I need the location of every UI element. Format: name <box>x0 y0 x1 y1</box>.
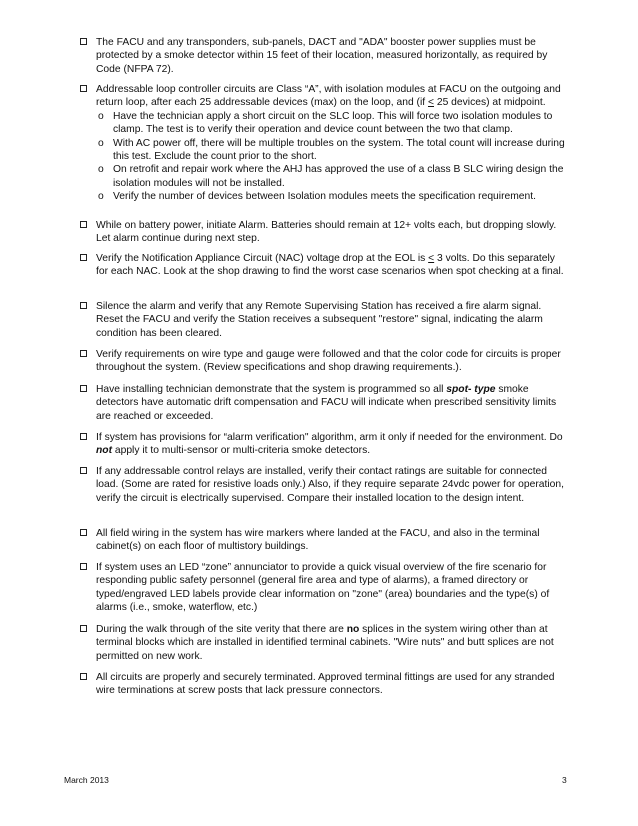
item-text: Verify the Notification Appliance Circuit (NAC) voltage drop at the EOL is <box>96 253 429 264</box>
checkbox[interactable] <box>80 85 87 92</box>
checklist-item <box>96 252 568 279</box>
checklist-item <box>96 383 568 423</box>
sub-item <box>96 137 568 164</box>
item-text: If system has provisions for “alarm verification" algorithm, arm it only if needed for the environment. Do <box>96 432 563 443</box>
item-text: 3 volts. Do this separately for each NAC. Look at the shop drawing to find the worst case scenarios when spot checking at a final. <box>96 253 564 278</box>
checkbox[interactable] <box>80 350 87 357</box>
item-text: Silence the alarm and verify that any Remote Supervising Station has received a fire alarm signal. Reset the FACU and verify the Station receives a subsequent "restore" signal, indicating the alarm condition has been cleared. <box>96 301 543 339</box>
checkbox[interactable] <box>80 254 87 261</box>
sub-bullet: o <box>98 110 104 122</box>
emphasis-text: no <box>346 624 360 635</box>
checkbox[interactable] <box>80 673 87 680</box>
checkbox[interactable] <box>80 433 87 440</box>
sub-bullet: o <box>98 137 104 149</box>
item-text: Have installing technician demonstrate that the system is programmed so all <box>96 384 447 395</box>
footer-date: March 2013 <box>64 775 109 785</box>
item-text: During the walk through of the site verity that there are <box>96 624 347 635</box>
sub-item-text: Have the technician apply a short circuit on the SLC loop. This will force two isolation modules to clamp. The test is to verify their operation and device count between the two that clamp. <box>113 110 553 136</box>
checklist-item <box>96 465 568 505</box>
checklist-item <box>96 36 568 76</box>
sub-item <box>96 110 568 137</box>
item-text: All field wiring in the system has wire markers where landed at the FACU, and also in the terminal cabinet(s) on each floor of multistory buildings. <box>96 528 540 553</box>
emphasis-text: not <box>96 445 113 457</box>
item-text: apply it to multi-sensor or multi-criteria smoke detectors. <box>112 445 371 457</box>
sub-bullet: o <box>98 191 104 203</box>
item-text: All circuits are properly and securely terminated. Approved terminal fittings are used for any stranded wire terminations at screw posts that lack pressure connectors. <box>96 672 555 697</box>
item-text: The FACU and any transponders, sub-panels, DACT and "ADA" booster power supplies must be protected by a smoke detector within 15 feet of their location, measured horizontally, as required by Code (NFPA 72). <box>96 37 548 75</box>
checklist-item <box>96 348 568 375</box>
item-text: 25 devices) at midpoint. <box>434 97 546 109</box>
item-text: While on battery power, initiate Alarm. Batteries should remain at 12+ volts each, but dropping slowly. Let alarm continue during next step. <box>96 220 557 245</box>
checklist-item <box>96 561 568 615</box>
checklist-item <box>96 431 568 458</box>
checkbox[interactable] <box>80 625 87 632</box>
item-text: Verify requirements on wire type and gauge were followed and that the color code for circuits is proper throughout the system. (Review specifications and shop drawing requirements.). <box>96 349 561 374</box>
less-equal-symbol: < <box>427 97 434 109</box>
sub-item <box>96 190 568 203</box>
checklist-item <box>96 527 568 554</box>
sub-item-text: On retrofit and repair work where the AHJ has approved the use of a class B SLC wiring design the isolation modules will not be installed. <box>113 164 564 189</box>
sub-bullet: o <box>98 164 104 176</box>
page-number: 3 <box>562 775 567 785</box>
checklist-item <box>96 671 568 698</box>
checklist-item <box>96 83 568 204</box>
checklist-item <box>96 300 568 340</box>
item-text: If any addressable control relays are installed, verify their contact ratings are suitable for connected load. (Some are rated for resistive loads only.) Also, if they require separate 24vdc power for operation, verify the circuit is electrically supervised. Compare their installed location to the design intent. <box>96 466 564 504</box>
checkbox[interactable] <box>80 563 87 570</box>
emphasis-text: spot- type <box>446 384 496 395</box>
sub-item <box>96 163 568 190</box>
checkbox[interactable] <box>80 467 87 474</box>
item-text: If system uses an LED “zone” annunciator to provide a quick visual overview of the fire scenario for responding public safety personnel (general fire area and type of alarms), a framed directory or typed/engraved LED labels provide clear information on "zone" (area) boundaries and the type(s) of alarms (i.e., smoke, waterflow, etc.) <box>96 562 550 614</box>
checkbox[interactable] <box>80 302 87 309</box>
checklist-item <box>96 623 568 663</box>
sub-item-text: With AC power off, there will be multiple troubles on the system. The total count will increase during this test. Exclude the count prior to the short. <box>113 137 565 163</box>
less-equal-symbol: < <box>428 253 435 264</box>
checkbox[interactable] <box>80 221 87 228</box>
item-text: smoke detectors have automatic drift compensation and FACU will indicate when prescribed sensitivity limits are reached or exceeded. <box>96 384 557 422</box>
item-text: splices in the system wiring other than at terminal blocks which are installed in identified terminal cabinets. "Wire nuts" and butt splices are not permitted on new work. <box>96 624 554 662</box>
checkbox[interactable] <box>80 385 87 392</box>
checkbox[interactable] <box>80 529 87 536</box>
checklist-item <box>96 219 568 246</box>
checkbox[interactable] <box>80 38 87 45</box>
sub-item-text: Verify the number of devices between Isolation modules meets the specification requirement. <box>113 191 536 203</box>
item-text: Addressable loop controller circuits are Class “A”, with isolation modules at FACU on the outgoing and return loop, after each 25 addressable devices (max) on the loop, and (if <box>96 84 561 109</box>
